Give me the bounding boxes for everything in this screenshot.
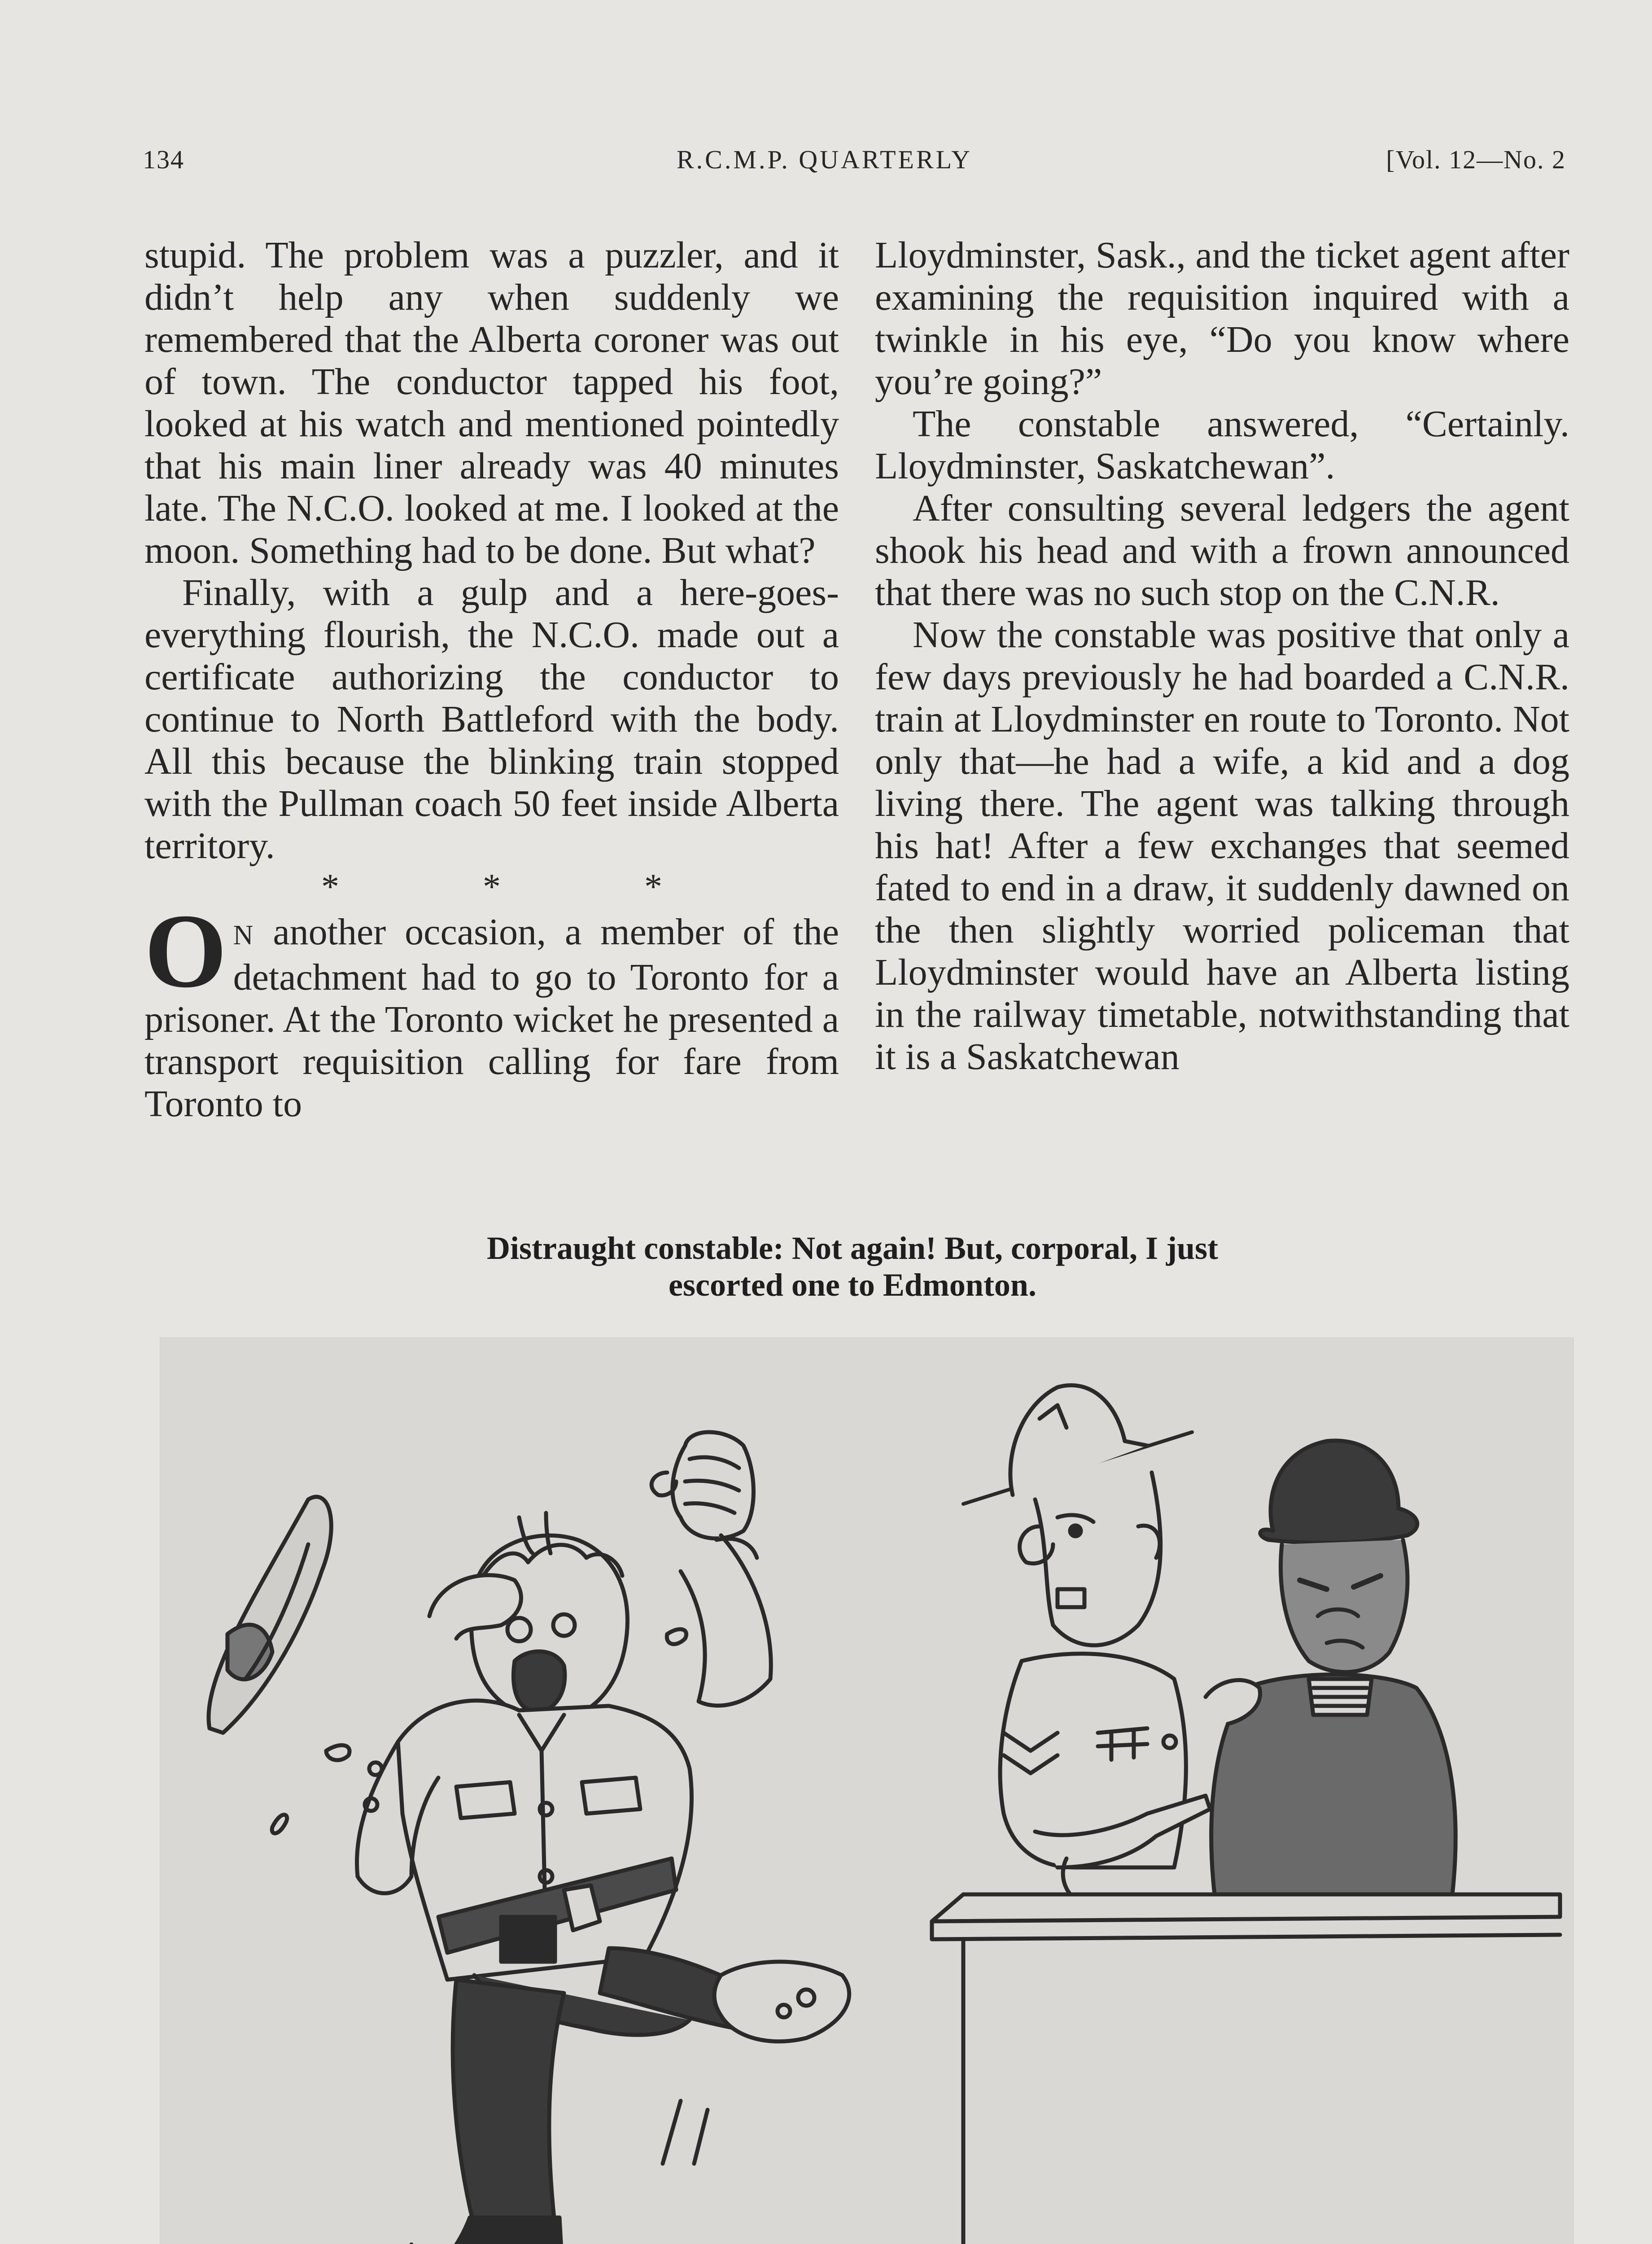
cartoon-drawing (160, 1338, 1573, 2244)
sweat-drop-icon (272, 1815, 287, 1833)
flying-hat-icon (209, 1497, 331, 1733)
running-title: R.C.M.P. QUARTERLY (677, 145, 973, 174)
right-paragraph-3: After consulting several ledgers the agent shook his head and with a frown announced that there was no such stop on the C.N.R. (875, 487, 1569, 614)
right-paragraph-2: The constable answered, “Certainly. Lloydminster, Saskatchewan”. (875, 403, 1569, 487)
sweat-drop-icon (667, 1629, 686, 1644)
left-column (144, 234, 839, 1125)
left-paragraph-3 (144, 893, 839, 1125)
sweat-drop-icon (326, 1745, 350, 1760)
section-separator: * * * (321, 867, 730, 907)
ticket-counter (932, 1894, 1560, 2244)
page-header (143, 145, 1566, 185)
volume-label: [Vol. 12—No. 2 (1386, 145, 1566, 174)
small-cap-text: N (233, 920, 254, 951)
prisoner-figure (1206, 1441, 1455, 1894)
right-paragraph-4: Now the constable was positive that only a few days previously he had boarded a C.N.R. train at Lloydminster en route to Toronto. Not only that—he had a wife, a kid and a dog living there. The agent was talking through his hat! After a few exchanges that seemed fated to end in a draw, it suddenly dawned on the then slightly worried policeman that Lloydminster would have an Alberta listing in the railway timetable, notwithstanding that it is a Saskatchewan (875, 614, 1569, 1078)
left-paragraph-2: Finally, with a gulp and a here-goes-everything flourish, the N.C.O. made out a certificate authorizing the conductor to continue to North Battleford with the body. All this because the blinking train stopped with the Pullman coach 50 feet inside Alberta territory. (144, 572, 839, 867)
right-column (875, 234, 1569, 1078)
caption-line-2: escorted one to Edmonton. (669, 1267, 1036, 1303)
right-paragraph-1: Lloydminster, Sask., and the ticket agent after examining the requisition inquired with a twinkle in his eye, “Do you know where you’re going?” (875, 234, 1569, 403)
drop-cap: O (144, 893, 227, 1010)
left-paragraph-3-text: another occasion, a member of the detachment had to go to Toronto for a prisoner. At the Toronto wicket he presented a transport requisition calling for fare from Toronto to (144, 911, 839, 1125)
distraught-constable-figure (357, 1432, 849, 2244)
page-number: 134 (143, 145, 184, 174)
caption-line-1: Distraught constable: Not again! But, corporal, I just (487, 1230, 1218, 1266)
cartoon-illustration (160, 1337, 1574, 2244)
corporal-figure (963, 1385, 1210, 1903)
left-paragraph-1: stupid. The problem was a puzzler, and it didn’t help any when suddenly we remembered that the Alberta coroner was out of town. The conductor tapped his foot, looked at his watch and mentioned pointedly that his main liner already was 40 minutes late. The N.C.O. looked at me. I looked at the moon. Something had to be done. But what? (144, 234, 839, 571)
cartoon-caption (350, 1230, 1355, 1303)
